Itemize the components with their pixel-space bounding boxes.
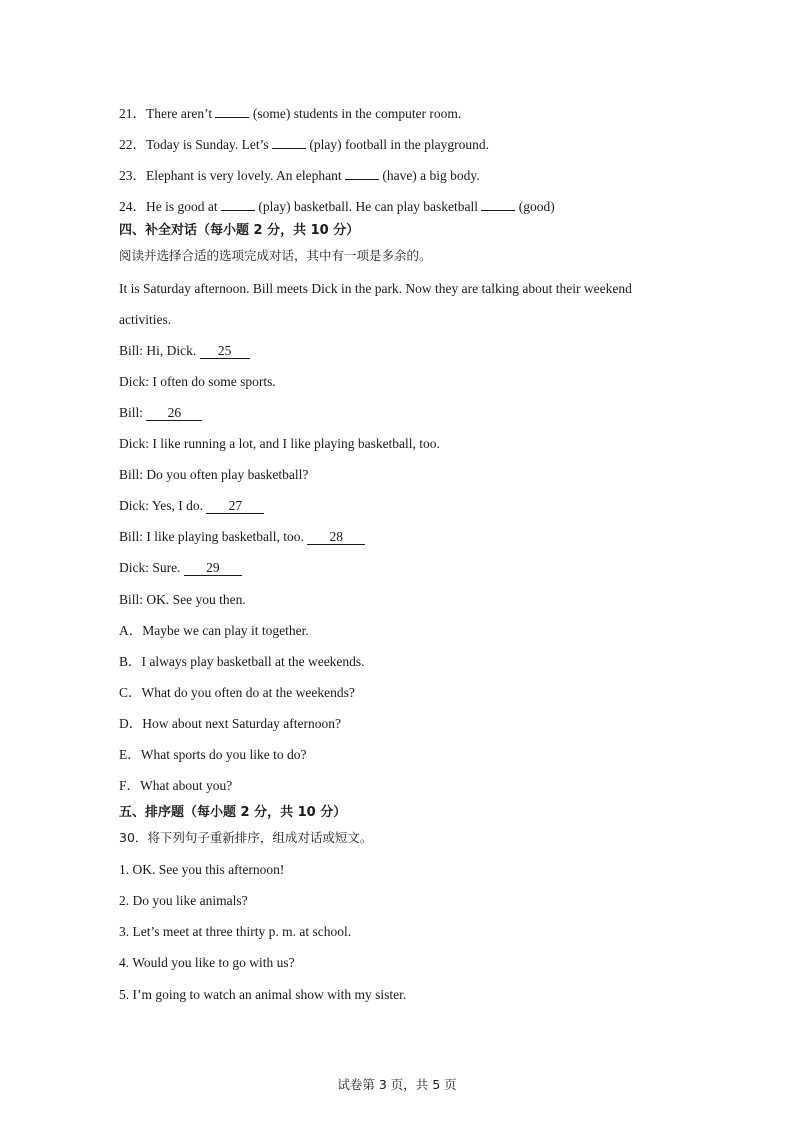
question-21: 21．There aren’t (some) students in the computer room. xyxy=(119,106,462,121)
answer-blank[interactable] xyxy=(215,104,249,118)
dialogue-line: Dick: Yes, I do. 27 xyxy=(119,498,264,514)
answer-blank[interactable]: 29 xyxy=(184,561,242,576)
dialogue-line: Bill: Hi, Dick. 25 xyxy=(119,343,250,359)
question-number: 24． xyxy=(119,199,146,214)
answer-blank[interactable]: 27 xyxy=(206,499,264,514)
answer-blank[interactable] xyxy=(345,166,379,180)
dialogue-line: Bill: Do you often play basketball? xyxy=(119,467,309,482)
passage-intro-cont: activities. xyxy=(119,312,172,327)
option-b: B．I always play basketball at the weekends. xyxy=(119,654,365,669)
sentence-item: 1. OK. See you this afternoon! xyxy=(119,862,285,877)
option-c: C．What do you often do at the weekends? xyxy=(119,685,355,700)
option-a: A．Maybe we can play it together. xyxy=(119,623,309,638)
answer-blank[interactable]: 25 xyxy=(200,344,250,359)
question-number: 22． xyxy=(119,137,146,152)
question-24: 24．He is good at (play) basketball. He can play basketball (good) xyxy=(119,199,555,214)
dialogue-line: Bill: I like playing basketball, too. 28 xyxy=(119,529,365,545)
sentence-item: 4. Would you like to go with us? xyxy=(119,955,295,970)
question-23: 23．Elephant is very lovely. An elephant (have) a big body. xyxy=(119,168,480,183)
section-instruction: 30．将下列句子重新排序，组成对话或短文。 xyxy=(119,830,373,845)
dialogue-line: Dick: I often do some sports. xyxy=(119,374,276,389)
question-number: 21． xyxy=(119,106,146,121)
dialogue-line: Dick: I like running a lot, and I like playing basketball, too. xyxy=(119,436,440,451)
answer-blank[interactable]: 26 xyxy=(146,406,202,421)
answer-blank[interactable] xyxy=(481,197,515,211)
passage-intro: It is Saturday afternoon. Bill meets Dick in the park. Now they are talking about their weekend xyxy=(119,281,632,296)
answer-blank[interactable] xyxy=(221,197,255,211)
dialogue-line: Bill: OK. See you then. xyxy=(119,592,246,607)
question-number: 23． xyxy=(119,168,146,183)
answer-blank[interactable]: 28 xyxy=(307,530,365,545)
option-d: D．How about next Saturday afternoon? xyxy=(119,716,341,731)
section-heading: 四、补全对话（每小题 2 分，共 10 分） xyxy=(119,223,360,238)
section-instruction: 阅读并选择合适的选项完成对话，其中有一项是多余的。 xyxy=(119,248,432,263)
sentence-item: 5. I’m going to watch an animal show with my sister. xyxy=(119,987,407,1002)
option-e: E．What sports do you like to do? xyxy=(119,747,307,762)
sentence-item: 3. Let’s meet at three thirty p. m. at school. xyxy=(119,924,352,939)
option-f: F．What about you? xyxy=(119,778,233,793)
question-22: 22．Today is Sunday. Let’s (play) football in the playground. xyxy=(119,137,490,152)
page-footer: 试卷第 3 页，共 5 页 xyxy=(337,1077,457,1092)
dialogue-line: Bill: 26 xyxy=(119,405,202,421)
answer-blank[interactable] xyxy=(272,135,306,149)
sentence-item: 2. Do you like animals? xyxy=(119,893,248,908)
dialogue-line: Dick: Sure. 29 xyxy=(119,560,242,576)
section-heading: 五、排序题（每小题 2 分，共 10 分） xyxy=(119,805,347,820)
